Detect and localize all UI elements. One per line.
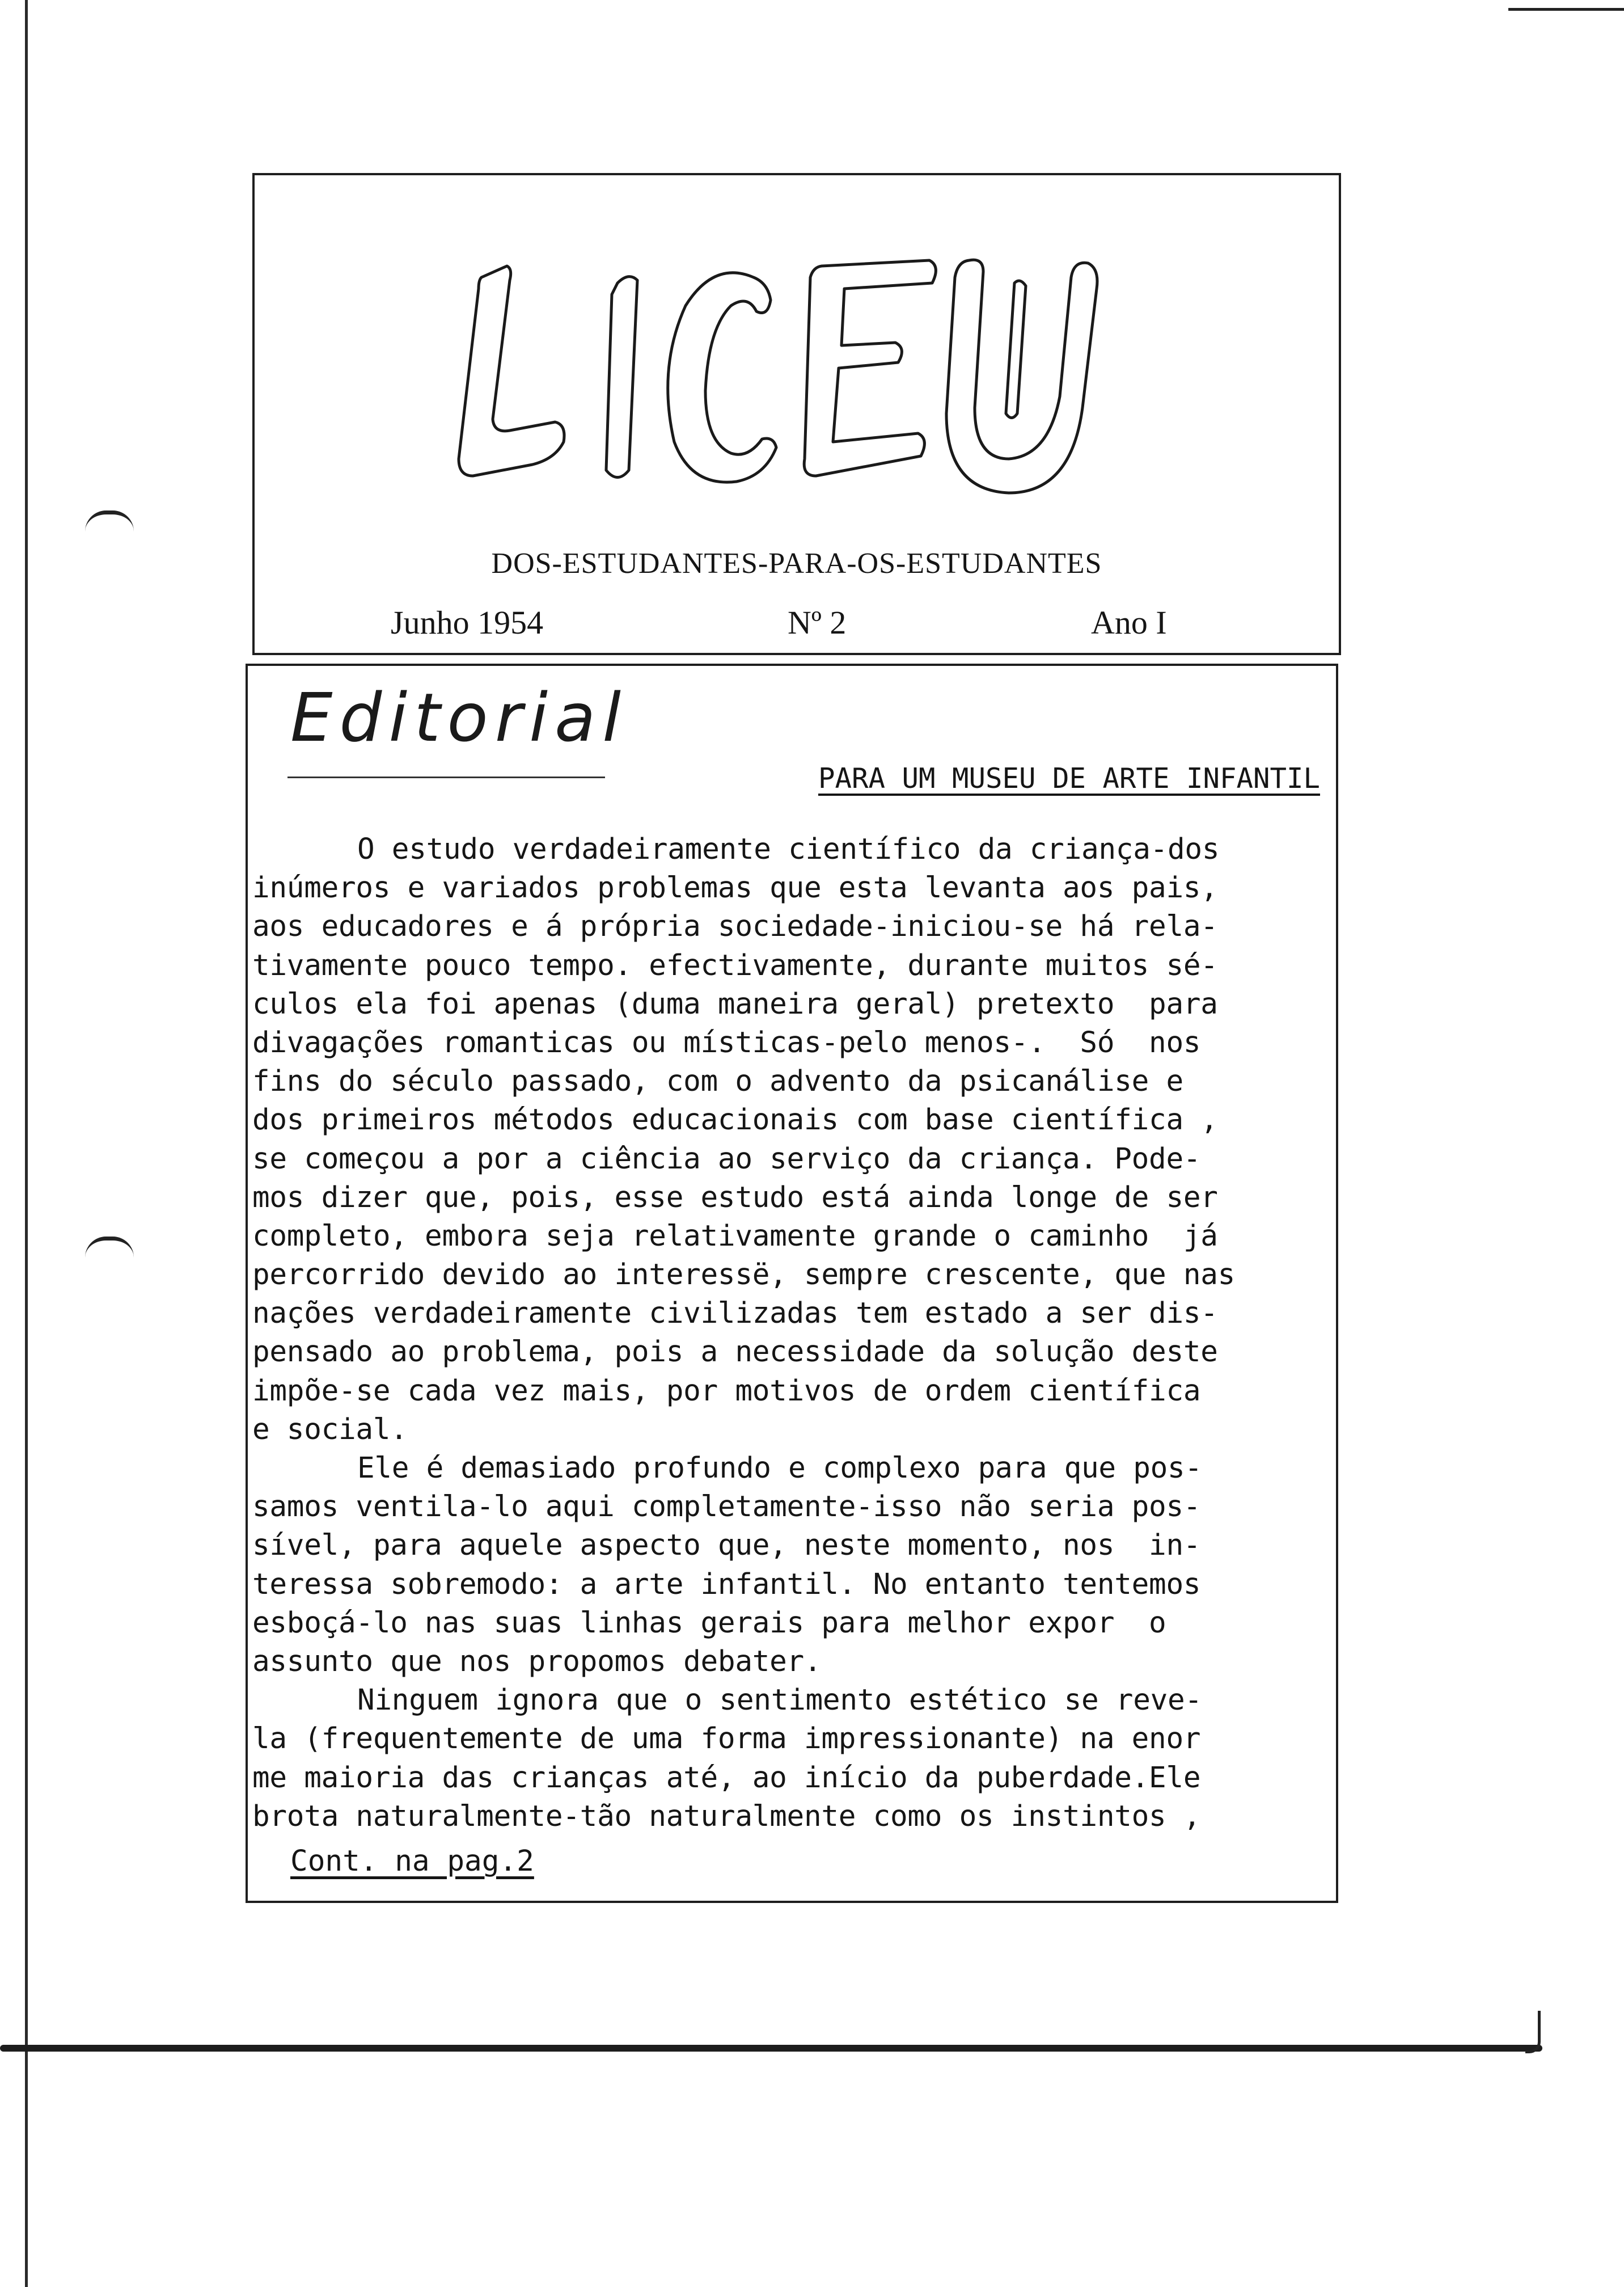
continued-link: Cont. na pag.2 [290, 1845, 534, 1878]
body-line: e social. [252, 1412, 408, 1446]
body-line: completo, embora seja relativamente grande o caminho já [252, 1219, 1218, 1253]
body-line: brota naturalmente-tão naturalmente como os instintos , [252, 1799, 1201, 1833]
body-line: sível, para aquele aspecto que, neste momento, nos in- [252, 1529, 1201, 1563]
body-line: O estudo verdadeiramente científico da criança-dos [357, 833, 1220, 866]
tagline: DOS-ESTUDANTES-PARA-OS-ESTUDANTES [491, 547, 1102, 580]
scan-edge-bottom [0, 2045, 1542, 2052]
masthead [252, 173, 1341, 655]
body-line: Ele é demasiado profundo e complexo para que pos- [357, 1451, 1202, 1485]
issue-date: Junho 1954 [391, 604, 544, 641]
body-line: culos ela foi apenas (duma maneira geral) pretexto para [252, 987, 1218, 1021]
liceu-logo [447, 226, 1173, 521]
body-line: inúmeros e variados problemas que esta levanta aos pais, [252, 871, 1218, 905]
editorial-section [246, 664, 1338, 1903]
body-line: Ninguem ignora que o sentimento estético se reve- [357, 1683, 1202, 1718]
body-line: mos dizer que, pois, esse estudo está ainda longe de ser [252, 1180, 1218, 1214]
body-line: percorrido devido ao interessë, sempre crescente, que nas [252, 1258, 1236, 1292]
body-line: assunto que nos propomos debater. [252, 1644, 822, 1678]
editorial-heading: Editorial [290, 678, 628, 757]
body-line: teressa sobremodo: a arte infantil. No entanto tentemos [252, 1567, 1201, 1601]
heading-underline [287, 777, 605, 778]
body-line: la (frequentemente de uma forma impressionante) na enor [252, 1722, 1201, 1756]
punch-hole-mark [85, 1237, 134, 1258]
body-line: aos educadores e á própria sociedade-iniciou-se há rela- [252, 910, 1218, 944]
scan-edge-top [1508, 8, 1624, 11]
scan-edge-left [25, 0, 28, 2287]
scan-edge-corner [1525, 2011, 1541, 2053]
body-line: dos primeiros métodos educacionais com base científica , [252, 1103, 1218, 1137]
body-line: esboçá-lo nas suas linhas gerais para melhor expor o [252, 1606, 1166, 1640]
punch-hole-mark [85, 510, 134, 531]
body-line: me maioria das crianças até, ao início da puberdade.Ele [252, 1761, 1201, 1795]
article-body [252, 830, 1330, 1836]
body-line: tivamente pouco tempo. efectivamente, durante muitos sé- [252, 948, 1218, 982]
body-line: se começou a por a ciência ao serviço da criança. Pode- [252, 1142, 1201, 1176]
body-line: impõe-se cada vez mais, por motivos de ordem científica [252, 1374, 1201, 1408]
logo-text: LICEU [447, 510, 475, 521]
issue-number: Nº 2 [788, 604, 847, 641]
body-line: nações verdadeiramente civilizadas tem estado a ser dis- [252, 1297, 1218, 1331]
body-line: divagações romanticas ou místicas-pelo menos-. Só nos [252, 1026, 1201, 1060]
body-line: fins do século passado, com o advento da psicanálise e [252, 1065, 1183, 1099]
body-line: samos ventila-lo aqui completamente-isso não seria pos- [252, 1490, 1201, 1524]
issue-year: Ano I [1091, 604, 1167, 641]
body-line: pensado ao problema, pois a necessidade da solução deste [252, 1335, 1218, 1369]
article-title: PARA UM MUSEU DE ARTE INFANTIL [818, 762, 1320, 795]
